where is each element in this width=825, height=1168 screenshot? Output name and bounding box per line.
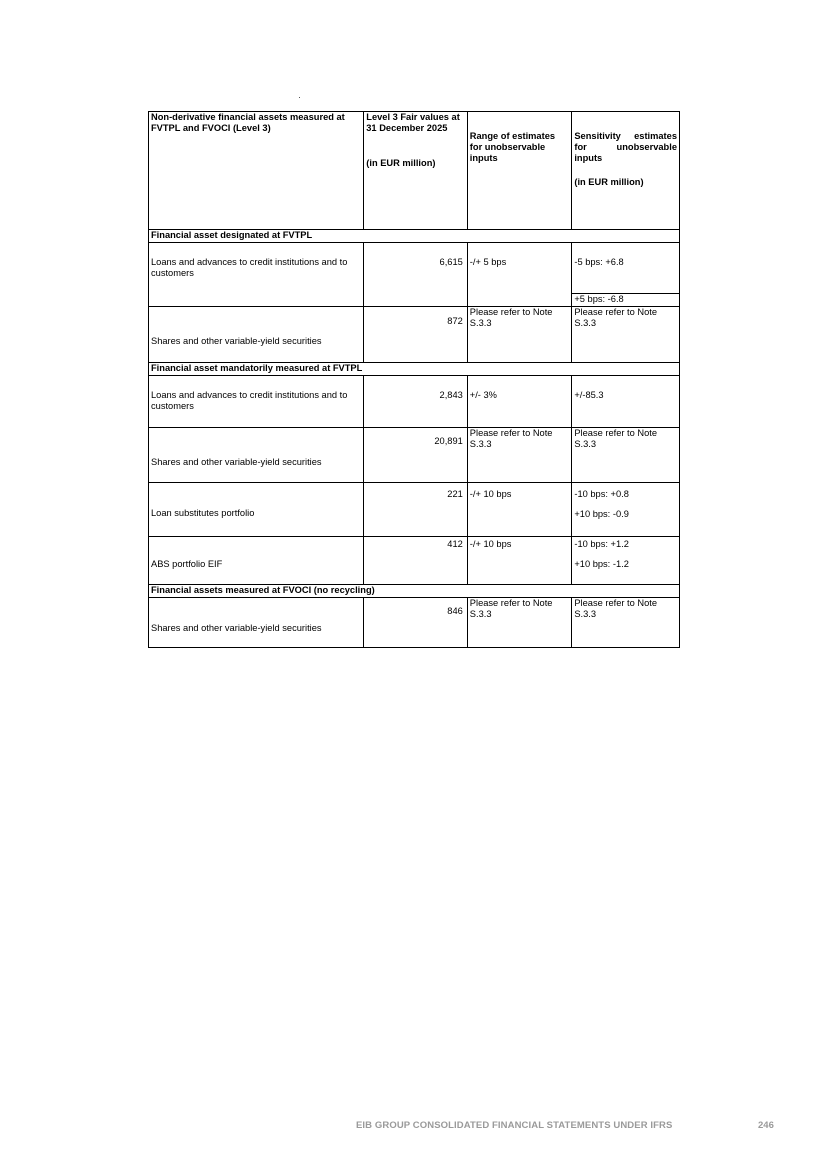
row-value: 412 [364,537,468,585]
row-sensitivity: Please refer to Note S.3.3 [572,307,680,363]
header-asset-class: Non-derivative financial assets measured at FVTPL and FVOCI (Level 3) [149,112,364,230]
row-value: 221 [364,483,468,537]
row-value: 20,891 [364,428,468,483]
row-range: -/+ 5 bps [467,243,572,307]
row-range: Please refer to Note S.3.3 [467,307,572,363]
row-range: -/+ 10 bps [467,537,572,585]
table-row [149,376,680,428]
row-label: Shares and other variable-yield securities [149,307,364,363]
section-title-row [149,585,680,598]
row-sensitivity: -10 bps: +1.2 +10 bps: -1.2 [572,537,680,585]
row-sensitivity: Please refer to Note S.3.3 [572,598,680,648]
row-value: 872 [364,307,468,363]
row-label: Shares and other variable-yield securities [149,428,364,483]
page-number: 246 [758,1120,774,1131]
section-title-row [149,363,680,376]
row-range: Please refer to Note S.3.3 [467,598,572,648]
row-value: 2,843 [364,376,468,428]
table-row [149,428,680,483]
section-title-row [149,230,680,243]
row-label: ABS portfolio EIF [149,537,364,585]
level3-fair-value-table [148,111,680,648]
row-value: 6,615 [364,243,468,307]
stray-dot [299,97,300,98]
row-value: 846 [364,598,468,648]
table-row [149,537,680,585]
section-title: Financial assets measured at FVOCI (no recycling) [149,585,680,598]
table-row [149,243,680,294]
row-label: Loans and advances to credit institutions and to customers [149,243,364,307]
table-row [149,483,680,537]
header-fair-value: Level 3 Fair values at 31 December 2025 (in EUR million) [364,112,468,230]
row-range: -/+ 10 bps [467,483,572,537]
table-header-row [149,112,680,230]
row-sensitivity: Please refer to Note S.3.3 [572,428,680,483]
section-title: Financial asset mandatorily measured at FVTPL [149,363,680,376]
table-row [149,598,680,648]
row-range: Please refer to Note S.3.3 [467,428,572,483]
row-range: +/- 3% [467,376,572,428]
row-sensitivity: -5 bps: +6.8 [572,243,680,294]
footer-title: EIB GROUP CONSOLIDATED FINANCIAL STATEMENTS UNDER IFRS [356,1120,673,1131]
header-range: Range of estimates for unobservable inputs [467,112,572,230]
row-sensitivity: -10 bps: +0.8 +10 bps: -0.9 [572,483,680,537]
row-label: Loan substitutes portfolio [149,483,364,537]
row-label: Loans and advances to credit institutions and to customers [149,376,364,428]
table-row [149,307,680,363]
header-sensitivity: Sensitivity estimates for unobservable inputs (in EUR million) [572,112,680,230]
row-sensitivity: +/-85.3 [572,376,680,428]
row-label: Shares and other variable-yield securities [149,598,364,648]
section-title: Financial asset designated at FVTPL [149,230,680,243]
row-sensitivity: +5 bps: -6.8 [572,294,680,307]
